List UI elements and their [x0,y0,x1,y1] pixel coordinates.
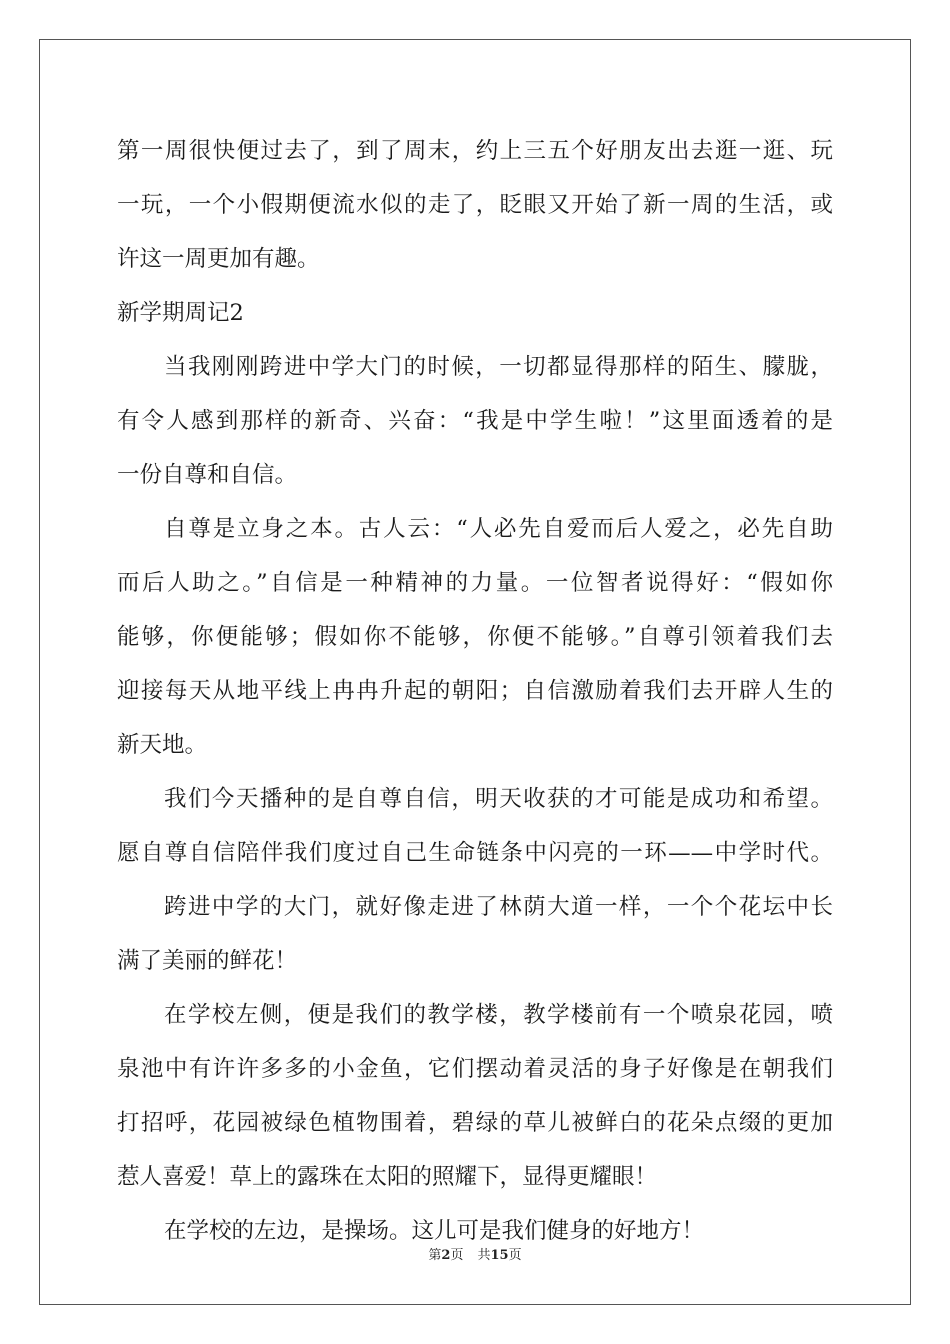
text-line: 愿自尊自信陪伴我们度过自己生命链条中闪亮的一环——中学时代。 [117,840,833,866]
text-line: 满了美丽的鲜花！ [117,948,298,974]
page-prefix: 第 [428,1248,442,1263]
text-line: 新天地。 [117,732,208,758]
document-body [117,124,833,1258]
text-line: 而后人助之。”自信是一种精神的力量。一位智者说得好：“假如你 [117,570,833,596]
text-line: 打招呼，花园被绿色植物围着，碧绿的草儿被鲜白的花朵点缀的更加 [117,1110,833,1136]
text-line: 在学校左侧，便是我们的教学楼，教学楼前有一个喷泉花园，喷 [164,1002,833,1028]
paragraph [117,772,833,880]
text-line: 泉池中有许许多多的小金鱼，它们摆动着灵活的身子好像是在朝我们 [117,1056,833,1082]
section-heading: 新学期周记2 [117,300,244,326]
paragraph [117,502,833,772]
text-line: 一份自尊和自信。 [117,462,298,488]
text-line: 有令人感到那样的新奇、兴奋：“我是中学生啦！”这里面透着的是 [117,408,833,434]
text-line: 跨进中学的大门，就好像走进了林荫大道一样，一个个花坛中长 [164,894,833,920]
text-line: 一玩，一个小假期便流水似的走了，眨眼又开始了新一周的生活，或 [117,192,833,218]
page-suffix: 页 [450,1248,464,1263]
page-footer [0,1246,950,1266]
text-line: 许这一周更加有趣。 [117,246,320,272]
page-number: 2 [441,1248,451,1263]
paragraph [117,880,833,988]
text-line: 惹人喜爱！草上的露珠在太阳的照耀下，显得更耀眼！ [117,1164,658,1190]
text-line: 我们今天播种的是自尊自信，明天收获的才可能是成功和希望。 [164,786,833,812]
text-line: 迎接每天从地平线上冉冉升起的朝阳；自信激励着我们去开辟人生的 [117,678,833,704]
paragraph [117,988,833,1204]
text-line: 自尊是立身之本。古人云：“人必先自爱而后人爱之，必先自助 [164,516,833,542]
text-line: 当我刚刚跨进中学大门的时候，一切都显得那样的陌生、朦胧， [164,354,833,380]
paragraph [117,340,833,502]
text-line: 在学校的左边，是操场。这儿可是我们健身的好地方！ [164,1218,705,1244]
total-pages: 15 [490,1248,509,1263]
text-line: 能够，你便能够；假如你不能够，你便不能够。”自尊引领着我们去 [117,624,833,650]
total-prefix: 共 [477,1248,491,1263]
text-line: 第一周很快便过去了，到了周末，约上三五个好朋友出去逛一逛、玩 [117,138,833,164]
total-suffix: 页 [508,1248,522,1263]
paragraph [117,124,833,286]
